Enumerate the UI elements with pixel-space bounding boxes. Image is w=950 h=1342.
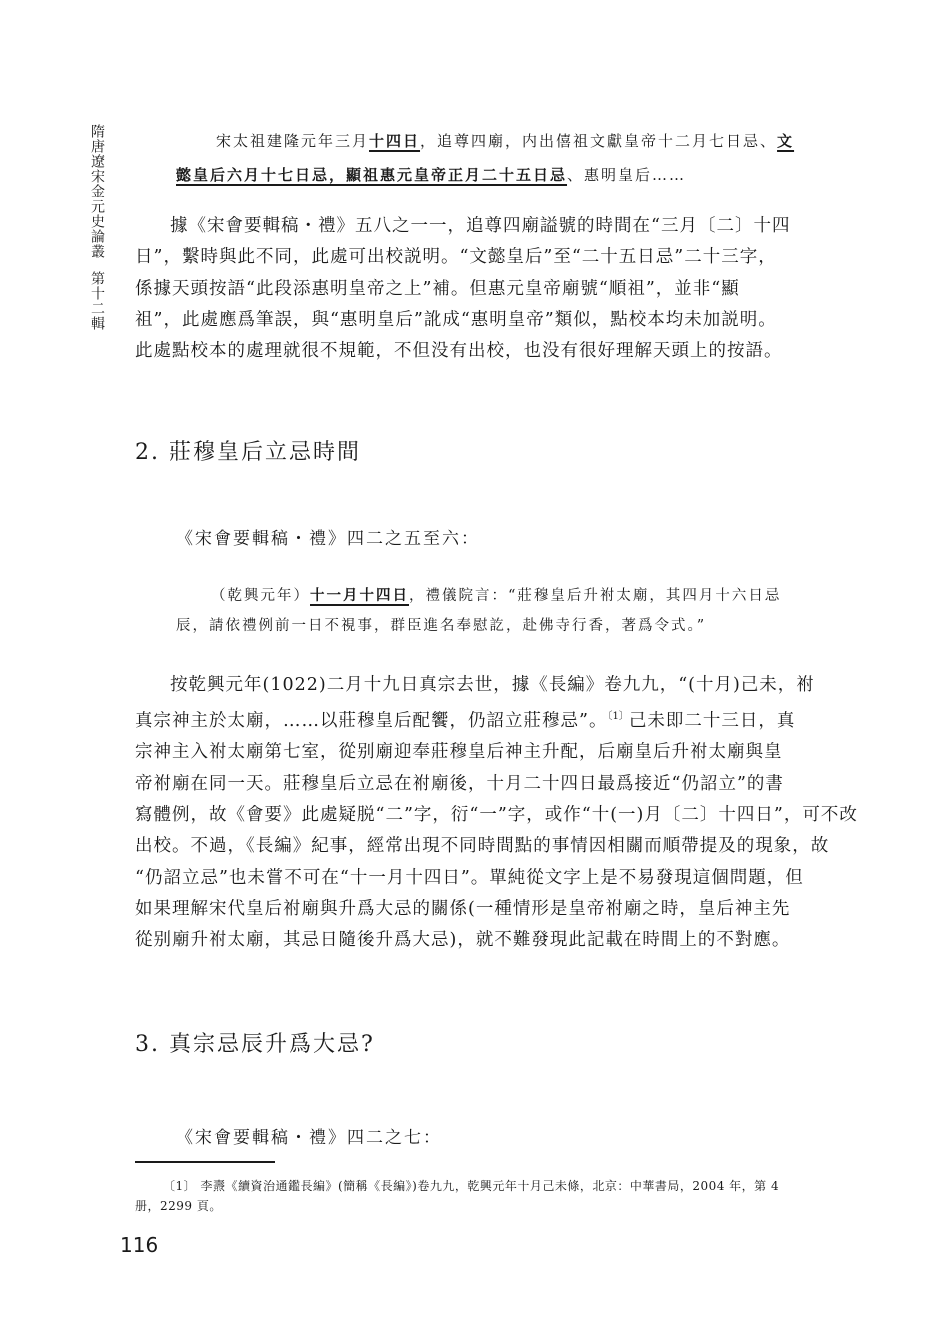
paragraph-line: 按乾興元年(1022)二月十九日真宗去世，據《長編》卷九九，“(十月)己未，祔 xyxy=(170,675,815,695)
quote-line xyxy=(176,158,816,192)
paragraph-line: 出校。不過，《長編》紀事，經常出現不同時間點的事情因相關而順帶提及的現象，故 xyxy=(135,836,830,857)
quote-text: 宋太祖建隆元年三月 xyxy=(216,132,370,150)
paragraph-3 xyxy=(135,670,858,957)
paragraph-1 xyxy=(135,211,819,367)
quote-text: ，追尊四廟，内出僖祖文獻皇帝十二月七日忌、 xyxy=(420,132,778,150)
paragraph-line: 帝祔廟在同一天。莊穆皇后立忌在祔廟後，十月二十四日最爲接近“仍詔立”的書 xyxy=(135,773,784,794)
quote-line xyxy=(176,124,816,158)
paragraph-line: 日”，繫時與此不同，此處可出校説明。“文懿皇后”至“二十五日忌”二十三字， xyxy=(135,247,777,268)
running-head-volume: 第十二輯 xyxy=(89,271,105,331)
quote-line: 辰，請依禮例前一日不視事，群臣進名奉慰訖，赴佛寺行香，著爲令式。” xyxy=(176,618,707,634)
quote-text: （乾興元年） xyxy=(211,588,310,604)
paragraph-line: 宗神主入祔太廟第七室，從别廟迎奉莊穆皇后神主升配，后廟皇后升祔太廟與皇 xyxy=(135,742,783,763)
source-citation-2: 《宋會要輯稿・禮》四二之五至六： xyxy=(176,529,480,549)
quote-emphasis: 懿皇后六月十七日忌，顯祖惠元皇帝正月二十五日忌 xyxy=(176,166,568,184)
quote-emphasis: 十一月十四日 xyxy=(310,587,409,604)
block-quote-1 xyxy=(176,124,816,192)
page-number: 116 xyxy=(120,1233,159,1257)
paragraph-line xyxy=(135,701,819,737)
paragraph-line: 此處點校本的處理就很不規範，不但没有出校，也没有很好理解天頭上的按語。 xyxy=(135,341,783,362)
paragraph-text: 真宗神主於太廟，……以莊穆皇后配饗，仍詔立莊穆忌”。 xyxy=(135,711,608,732)
paragraph-line: “仍詔立忌”也未嘗不可在“十一月十四日”。單純從文字上是不易發現這個問題，但 xyxy=(135,867,804,888)
quote-emphasis: 文 xyxy=(777,132,795,150)
footnote-ref[interactable]: 〔1〕 xyxy=(607,711,629,723)
footnote-divider xyxy=(135,1161,275,1163)
paragraph-text: 己未即二十三日，真 xyxy=(628,711,796,732)
paragraph-line: 祖”，此處應爲筆誤，與“惠明皇后”訛成“惠明皇帝”類似，點校本均未加説明。 xyxy=(135,309,777,330)
paragraph-line: 如果理解宋代皇后祔廟與升爲大忌的關係(一種情形是皇帝祔廟之時，皇后神主先 xyxy=(135,898,791,919)
quote-line xyxy=(176,581,818,611)
footnote-line: 册，2299 頁。 xyxy=(135,1199,222,1213)
paragraph-line: 據《宋會要輯稿・禮》五八之一一，追尊四廟謚號的時間在“三月〔二〕十四 xyxy=(170,216,791,236)
block-quote-2 xyxy=(176,581,818,641)
paragraph-line: 從别廟升祔太廟，其忌日隨後升爲大忌)，就不難發現此記載在時間上的不對應。 xyxy=(135,930,791,951)
running-head-series: 隋唐遼宋金元史論叢 xyxy=(89,124,105,259)
quote-text: 、惠明皇后…… xyxy=(567,166,687,184)
paragraph-line: 係據天頭按語“此段添惠明皇帝之上”補。但惠元皇帝廟號“順祖”，並非“顯 xyxy=(135,278,740,299)
footnote xyxy=(135,1176,819,1216)
footnote-line: 〔1〕 李燾《續資治通鑑長編》(簡稱《長編》)卷九九，乾興元年十月己未條，北京：中華書局，2004 年，第 4 xyxy=(163,1179,780,1193)
section-heading-2: 2. 莊穆皇后立忌時間 xyxy=(135,440,361,465)
paragraph-line: 寫體例，故《會要》此處疑脱“二”字，衍“一”字，或作“十(一)月〔二〕十四日”，可不改 xyxy=(135,805,858,826)
source-citation-3: 《宋會要輯稿・禮》四二之七： xyxy=(176,1128,442,1148)
running-head xyxy=(86,124,108,331)
quote-text: ，禮儀院言：“莊穆皇后升祔太廟，其四月十六日忌 xyxy=(409,588,782,604)
section-heading-3: 3. 真宗忌辰升爲大忌? xyxy=(135,1032,375,1057)
quote-emphasis: 十四日 xyxy=(369,132,421,150)
